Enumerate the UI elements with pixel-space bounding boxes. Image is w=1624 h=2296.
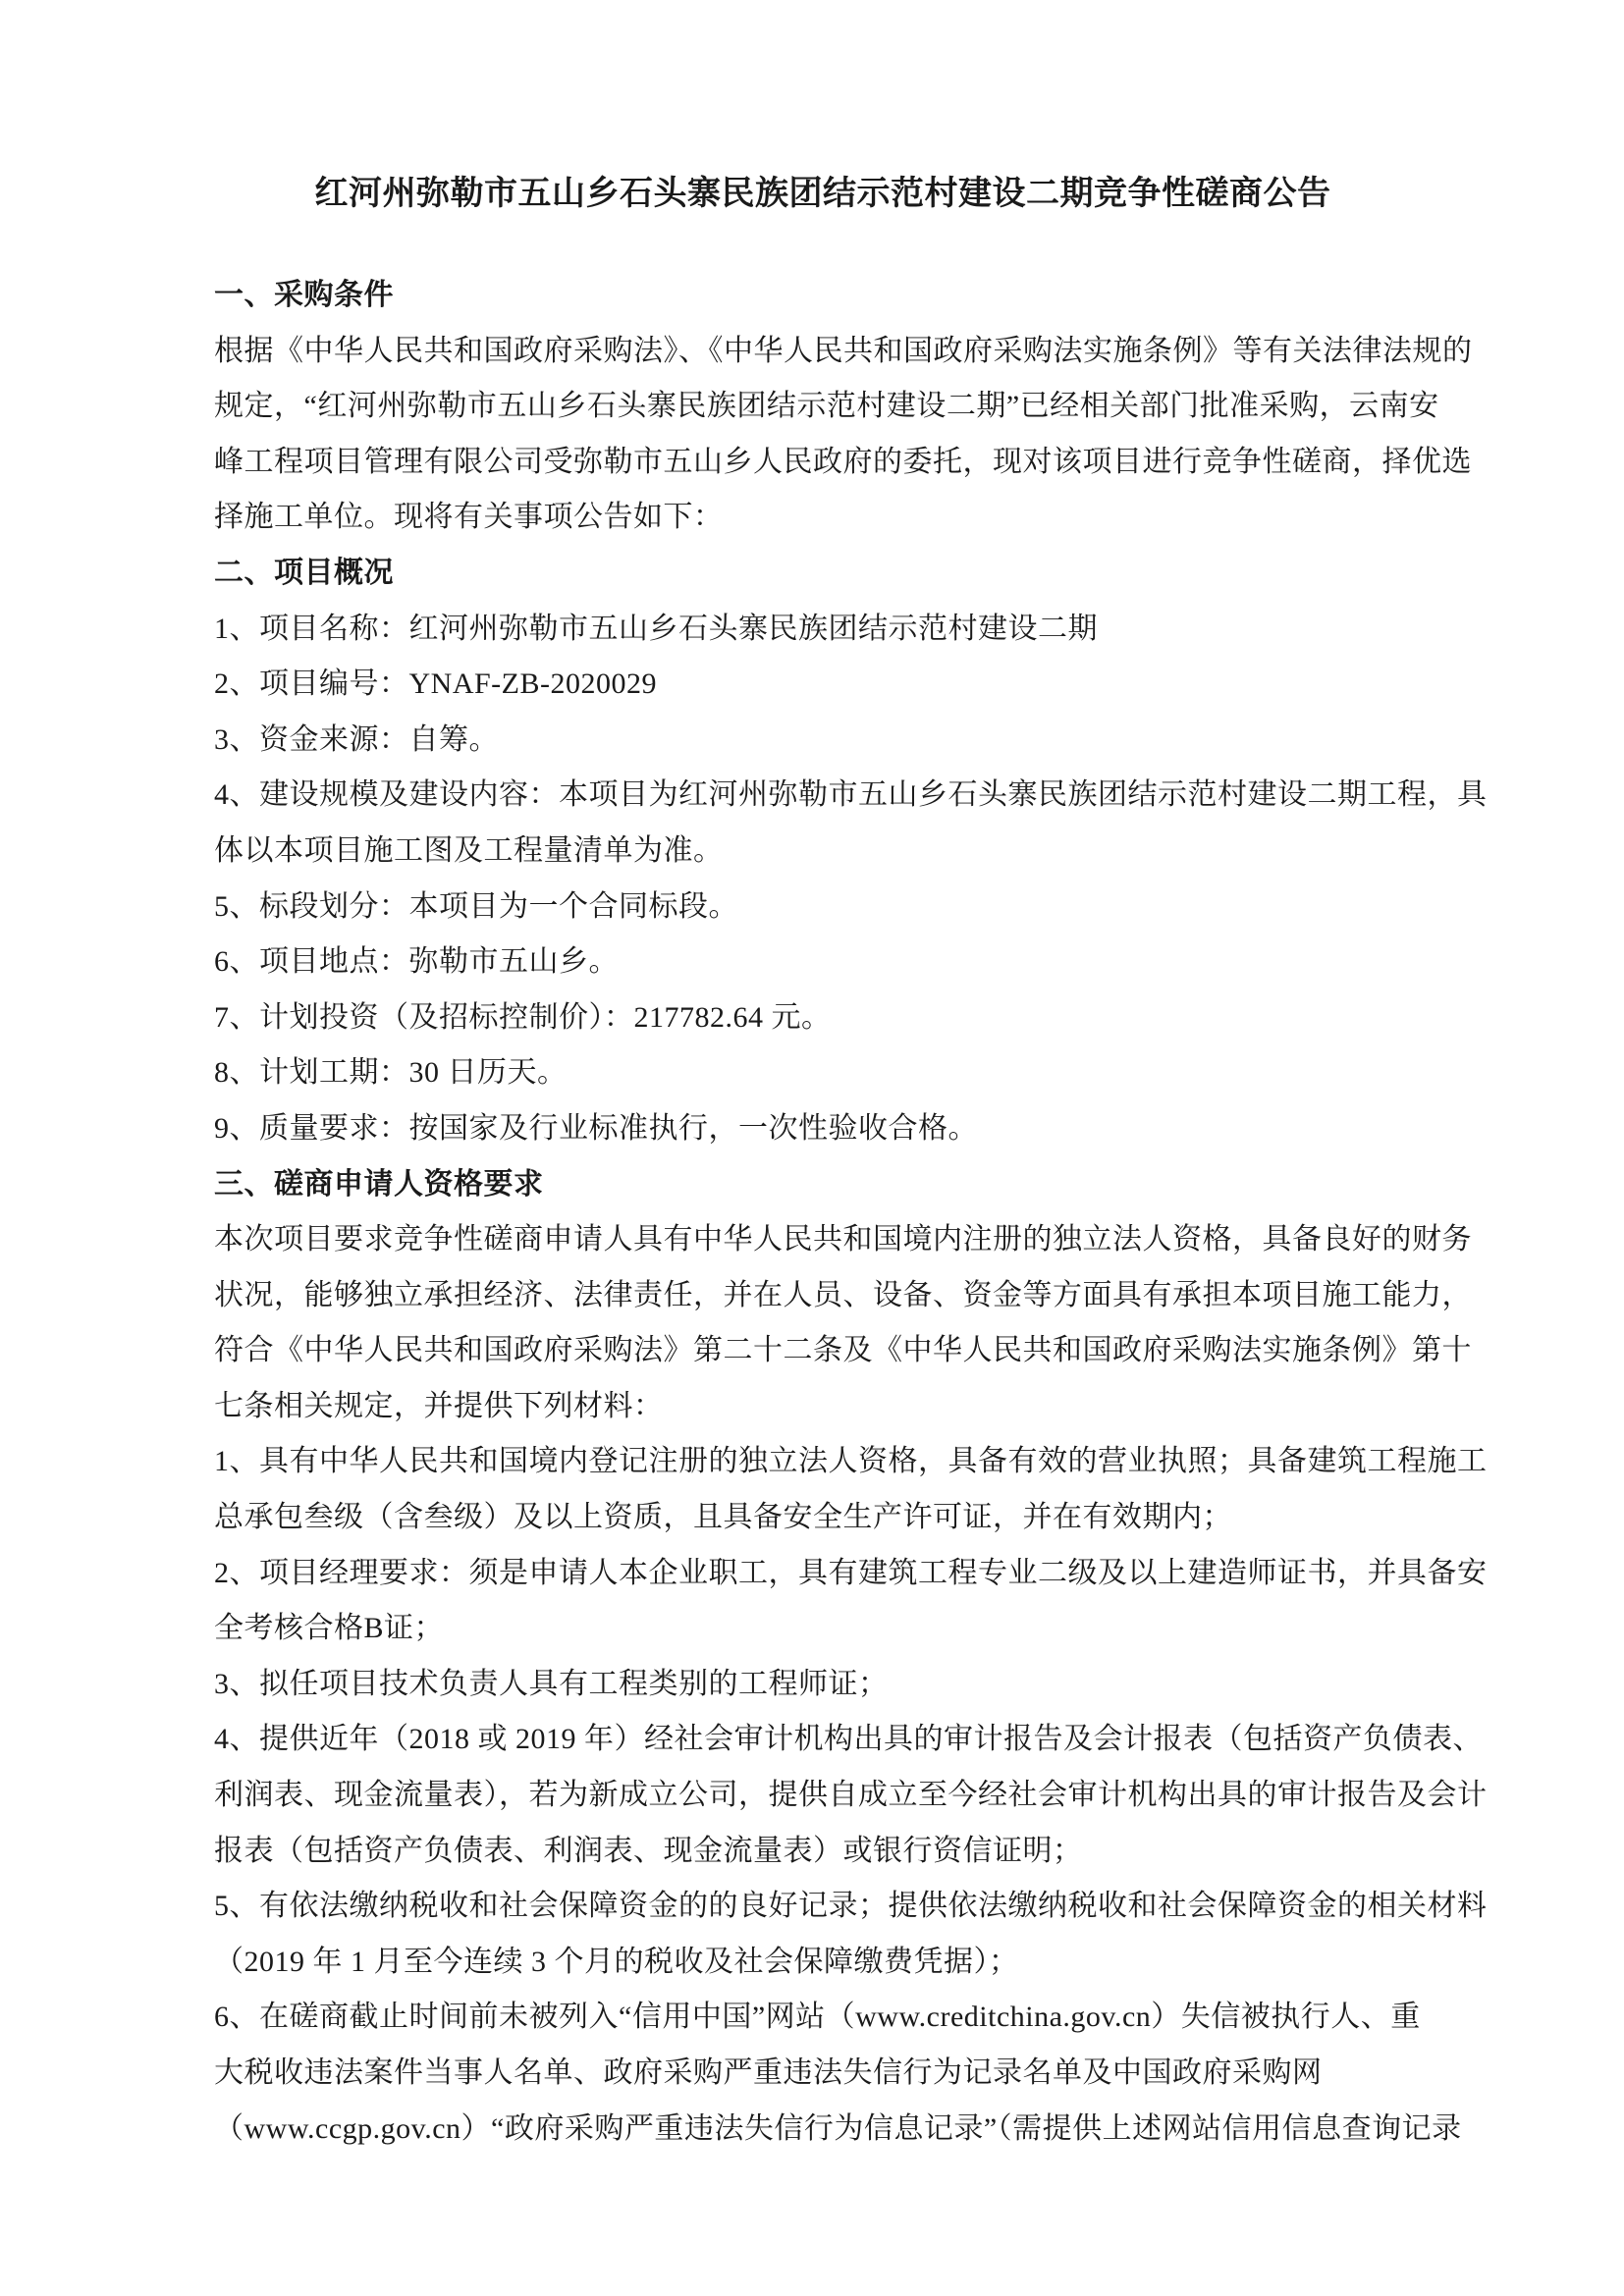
paragraph-line: 体以本项目施工图及工程量清单为准。 xyxy=(214,833,724,867)
paragraph-line: 7、计划投资（及招标控制价）：217782.64 元。 xyxy=(214,1000,832,1034)
paragraph-line: 9、质量要求：按国家及行业标准执行，一次性验收合格。 xyxy=(214,1111,978,1145)
paragraph-line: 1、项目名称：红河州弥勒市五山乡石头寨民族团结示范村建设二期 xyxy=(214,612,1098,645)
document-title: 红河州弥勒市五山乡石头寨民族团结示范村建设二期竞争性磋商公告 xyxy=(314,176,1331,212)
paragraph-line: 规定，“红河州弥勒市五山乡石头寨民族团结示范村建设二期”已经相关部门批准采购，云南安 xyxy=(214,390,1439,423)
paragraph-line: 本次项目要求竞争性磋商申请人具有中华人民共和国境内注册的独立法人资格，具备良好的财务 xyxy=(214,1223,1472,1256)
paragraph-line: （2019 年 1 月至今连续 3 个月的税收及社会保障缴费凭据）； xyxy=(214,1945,1019,1978)
paragraph-line: 3、拟任项目技术负责人具有工程类别的工程师证； xyxy=(214,1667,889,1700)
section-heading: 一、采购条件 xyxy=(214,279,394,311)
paragraph-line: 2、项目编号：YNAF-ZB-2020029 xyxy=(214,667,657,701)
paragraph-line: 峰工程项目管理有限公司受弥勒市五山乡人民政府的委托，现对该项目进行竞争性磋商，择优选 xyxy=(214,445,1472,478)
paragraph-line: 七条相关规定，并提供下列材料： xyxy=(214,1389,664,1422)
paragraph-line: 5、标段划分：本项目为一个合同标段。 xyxy=(214,889,738,923)
document-content xyxy=(214,175,1488,2157)
paragraph-line: 2、项目经理要求：须是申请人本企业职工，具有建筑工程专业二级及以上建造师证书，并具备安 xyxy=(214,1556,1488,1589)
paragraph-line: 全考核合格B证； xyxy=(214,1612,445,1645)
document-body xyxy=(214,268,1488,2157)
paragraph-line: 4、建设规模及建设内容：本项目为红河州弥勒市五山乡石头寨民族团结示范村建设二期工程，具 xyxy=(214,778,1488,812)
paragraph-line: 大税收违法案件当事人名单、政府采购严重违法失信行为记录名单及中国政府采购网 xyxy=(214,2056,1323,2089)
paragraph-line: 5、有依法缴纳税收和社会保障资金的的良好记录；提供依法缴纳税收和社会保障资金的相关材料 xyxy=(214,1890,1488,1923)
paragraph-line: 总承包叁级（含叁级）及以上资质，且具备安全生产许可证，并在有效期内； xyxy=(214,1501,1232,1534)
paragraph-line: 1、具有中华人民共和国境内登记注册的独立法人资格，具备有效的营业执照；具备建筑工程施工 xyxy=(214,1445,1488,1478)
paragraph-line: 择施工单位。现将有关事项公告如下： xyxy=(214,501,724,534)
section-heading: 二、项目概况 xyxy=(214,556,394,589)
section-heading: 三、磋商申请人资格要求 xyxy=(214,1167,544,1201)
paragraph-line: （www.ccgp.gov.cn）“政府采购严重违法失信行为信息记录”（需提供上述网站信用信息查询记录 xyxy=(214,2111,1462,2145)
paragraph-line: 8、计划工期：30 日历天。 xyxy=(214,1056,568,1090)
paragraph-line: 4、提供近年（2018 或 2019 年）经社会审计机构出具的审计报告及会计报表（包括资产负债表、 xyxy=(214,1723,1483,1756)
paragraph-line: 利润表、现金流量表），若为新成立公司，提供自成立至今经社会审计机构出具的审计报告及会计 xyxy=(214,1779,1488,1812)
paragraph-line: 报表（包括资产负债表、利润表、现金流量表）或银行资信证明； xyxy=(214,1834,1083,1867)
paragraph-line: 根据《中华人民共和国政府采购法》、《中华人民共和国政府采购法实施条例》等有关法律法规的 xyxy=(214,334,1473,367)
paragraph-line: 状况，能够独立承担经济、法律责任，并在人员、设备、资金等方面具有承担本项目施工能力， xyxy=(214,1278,1472,1311)
paragraph-line: 3、资金来源：自筹。 xyxy=(214,722,499,756)
paragraph-line: 符合《中华人民共和国政府采购法》第二十二条及《中华人民共和国政府采购法实施条例》第十 xyxy=(214,1334,1472,1367)
paragraph-line: 6、项目地点：弥勒市五山乡。 xyxy=(214,945,619,979)
paragraph-line: 6、在磋商截止时间前未被列入“信用中国”网站（www.creditchina.gov.cn）失信被执行人、重 xyxy=(214,2001,1421,2034)
